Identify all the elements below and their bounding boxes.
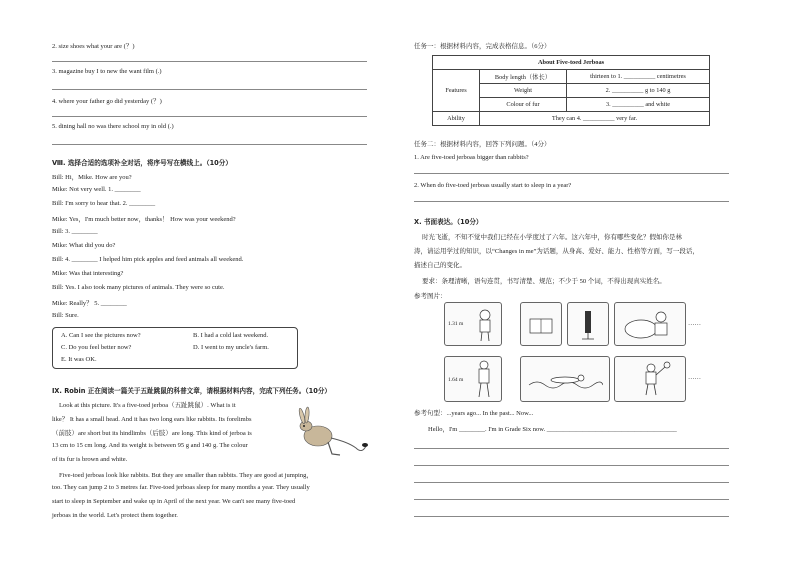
section-9-title: Ⅸ. Robin 正在阅读一篇关于五趾跳鼠的科普文章，请根据材料内容，完成下列任务。（10分） [52,387,332,395]
dialogue-line: Bill: Yes. I also took many pictures of animals. They were so cute. [52,284,225,291]
dialogue-line: Bill: Hi，Mike. How are you? [52,174,132,181]
row-value[interactable]: 2. __________ g to 140 g [567,84,710,98]
swimming-image [527,367,603,393]
tv-image [574,309,602,341]
prompt-line: 涛，请运用学过的知识，以“Changes in me”为话题，从身高、爱好、能力、性格等方面，写一段话， [414,248,699,255]
picture-hobby-3 [520,356,610,402]
picture-ability-2 [614,356,686,402]
dialogue-line: Bill: Sure. [52,312,79,319]
boy-tall-image [471,359,497,399]
writing-line[interactable] [414,482,729,483]
dialogue-line: Mike: What did you do? [52,242,116,249]
writing-line[interactable] [414,448,729,449]
task-1-title: 任务一：根据材料内容，完成表格信息。（6分） [414,43,551,50]
passage-line: jerboas in the world. Let's protect them together. [52,512,178,519]
dialogue-line: Bill: 3. ________ [52,228,98,235]
row-label: Colour of fur [480,98,567,112]
dialogue-line: Mike: Yes，I'm much better now，thanks！ How was your weekend? [52,216,236,223]
reference-pictures-label: 参考图片： [414,293,447,300]
answer-line[interactable] [52,61,367,62]
answer-line[interactable] [414,173,729,174]
prompt-line: 时光飞逝，不知不觉中我们已经在小学度过了六年。这六年中，你有哪些变化？假如你是林 [422,234,682,241]
ellipsis: …… [688,374,701,381]
picture-ability-1 [614,302,686,346]
row-value[interactable]: 3. __________ and white [567,98,710,112]
picture-hobby-1 [520,302,562,346]
sentence-4: 4. where your father go did yesterday (？) [52,98,162,105]
dialogue-line: Mike: Really？ 5. ________ [52,300,127,307]
dialogue-line: Bill: I'm sorry to hear that. 2. ________ [52,200,156,207]
task-2-title: 任务二：根据材料内容，回答下列问题。（4分） [414,141,551,148]
passage-line: too. They can jump 2 to 3 metres far. Five-toed jerboas sleep for many months a year. They usually [52,484,310,491]
option-c: C. Do you feel better now? [61,344,132,351]
writing-line[interactable] [414,465,729,466]
reference-sentences: 参考句型：...years ago... In the past... Now... [414,410,534,417]
reading-boy-image [621,307,681,341]
height-label: 1.31 m [448,321,464,327]
badminton-boy-image [627,361,673,397]
answer-line[interactable] [52,144,367,145]
passage-line: of its fur is brown and white. [52,456,128,463]
picture-height-1 [444,302,502,346]
ability-value[interactable]: They can 4. __________ very far. [480,112,710,126]
writing-line[interactable] [414,516,729,517]
section-10-title: Ⅹ. 书面表达。（10分） [414,218,483,226]
books-image [527,311,555,339]
option-e: E. It was OK. [61,356,97,363]
passage-line: 13 cm to 15 cm long. And its weight is between 95 g and 140 g. The colour [52,442,248,449]
passage-line: Five-toed jerboas look like rabbits. But they are smaller than rabbits. They are good at jumping， [59,472,313,479]
row-label: Body length（体长） [480,70,567,84]
passage-line: like？ It has a small head. And it has two long ears like rabbits. Its forelimbs [52,416,252,423]
jerboa-image [288,398,368,462]
answer-line[interactable] [52,89,367,90]
row-label: Weight [480,84,567,98]
sentence-3: 3. magazine buy I to new the want film (.) [52,68,162,75]
answer-line[interactable] [414,201,729,202]
boy-short-image [473,307,497,343]
passage-line: Look at this picture. It's a five-toed jerboa（五趾跳鼠）. What is it [59,402,236,409]
height-label: 1.64 m [448,377,464,383]
option-b: B. I had a cold last weekend. [193,332,269,339]
question-1: 1. Are five-toed jerboas bigger than rabbits? [414,154,529,161]
sentence-5: 5. dining hall no was there school my in old (.) [52,123,174,130]
dialogue-line: Bill: 4. ________ I helped him pick apples and feed animals all weekend. [52,256,244,263]
sentence-2: 2. size shoes what your are (？) [52,43,135,50]
row-value[interactable]: thirteen to 1. __________ centimetres [567,70,710,84]
passage-line: （前肢）are short but its hindlimbs（后肢）are long. This kind of jerboa is [52,430,252,437]
picture-hobby-2 [567,302,609,346]
section-8-title: Ⅷ. 选择合适的选项补全对话，将序号写在横线上。（10分） [52,159,232,167]
ellipsis: …… [688,320,701,327]
requirements: 要求：条理清晰，语句连贯，书写清楚、规范；不少于 50 个词，不得出现真实姓名。 [422,278,666,285]
dialogue-line: Mike: Was that interesting? [52,270,124,277]
option-a: A. Can I see the pictures now? [61,332,141,339]
jerboa-table [432,55,710,126]
ability-label: Ability [433,112,480,126]
options-box [52,327,298,369]
table-title: About Five-toed Jerboas [433,56,710,70]
prompt-line: 描述自己的变化。 [414,262,466,269]
writing-line[interactable] [414,499,729,500]
writing-start[interactable]: Hello，I'm ________. I'm in Grade Six now. ________________________________________ [428,426,677,433]
answer-line[interactable] [52,116,367,117]
question-2: 2. When do five-toed jerboas usually start to sleep in a year? [414,182,572,189]
features-label: Features [433,70,480,112]
dialogue-line: Mike: Not very well. 1. ________ [52,186,141,193]
picture-height-2 [444,356,502,402]
option-d: D. I went to my uncle's farm. [193,344,269,351]
passage-line: start to sleep in September and wake up in April of the next year. We can't see many five-toed [52,498,296,505]
